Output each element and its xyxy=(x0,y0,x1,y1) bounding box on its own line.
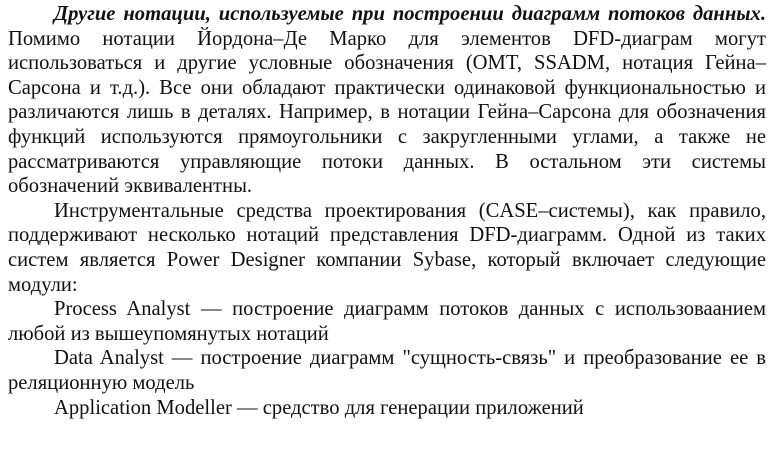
paragraph-text: Помимо нотации Йордона–Де Марко для элементов DFD-диаграм могут использоваться и другие условные обозначения (OMT, SSADM, нотация Гейна–Сарсона и т.д.). Все они обладают практически одинаковой функциональностью и различаются лишь в деталях. Например, в нотации Гейна–Сарсона для обозначения функций используются прямоугольники с закругленными углами, а также не рассматриваются управляющие потоки данных. В остальном эти системы обозначений эквивалентны. xyxy=(8,27,766,198)
document-page xyxy=(8,2,766,420)
paragraph-other-notations xyxy=(8,2,766,199)
paragraph-text: Data Analyst — построение диаграмм "сущность-связь" и преобразование ее в реляционную модель xyxy=(8,347,766,394)
list-item-process-analyst xyxy=(8,297,766,346)
list-item-application-modeller xyxy=(8,396,766,421)
list-item-data-analyst xyxy=(8,346,766,395)
paragraph-text: Инструментальные средства проектирования (CASE–системы), как правило, поддерживают несколько нотаций представления DFD-диаграмм. Одной из таких систем является Power Designer компании Sybase, который включает следующие модули: xyxy=(8,199,766,296)
paragraph-case-tools xyxy=(8,199,766,297)
paragraph-text: Process Analyst — построение диаграмм потоков данных с использоваанием любой из вышеупомянутых нотаций xyxy=(8,298,766,345)
paragraph-text: Application Modeller — средство для генерации приложений xyxy=(54,396,584,419)
section-lead-heading: Другие нотации, используемые при построении диаграмм потоков данных. xyxy=(54,3,766,25)
